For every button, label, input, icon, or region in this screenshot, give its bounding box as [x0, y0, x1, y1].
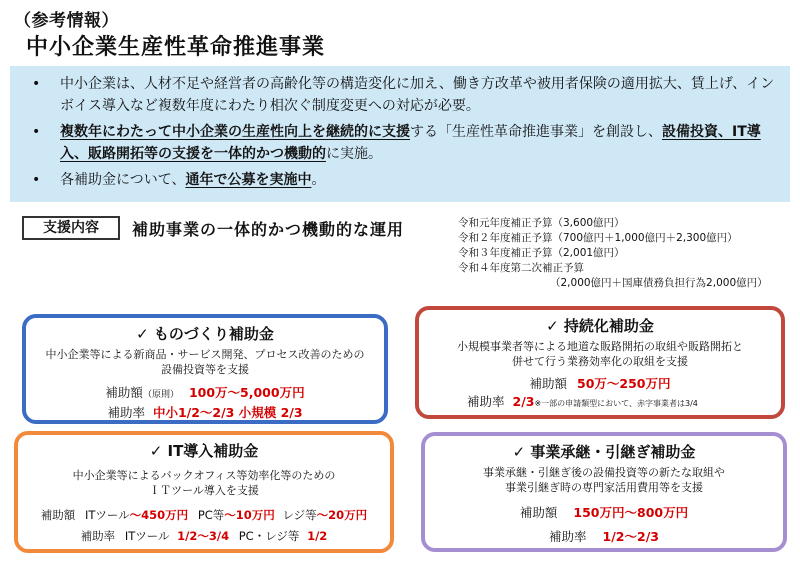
rate-value: 1/2～2/3 — [602, 529, 659, 544]
check-icon: ✓ — [512, 443, 531, 461]
rate-value: 2/3 — [512, 394, 535, 409]
bullet-icon: • — [32, 76, 41, 92]
info-text-3-end: 。 — [311, 172, 326, 188]
card-desc-line: 小規模事業者等による地道な販路開拓の取組や販路開拓と — [457, 340, 743, 353]
card-desc-line: ＩＴツール導入を支援 — [149, 484, 259, 497]
amount-row — [26, 384, 384, 404]
card-title — [18, 440, 390, 461]
card-desc-line: 中小企業等によるバックオフィス等効率化等のための — [72, 469, 336, 482]
rate-it-label: ITツール — [124, 529, 170, 543]
budget-line: 令和２年度補正予算（700億円＋1,000億円＋2,300億円） — [458, 232, 738, 244]
rate-row — [26, 404, 384, 422]
card-monozukuri — [22, 314, 388, 424]
amount-it-value: ～450万円 — [129, 508, 189, 522]
amount-label: 補助額 — [529, 376, 568, 391]
rate-label: 補助率 — [549, 529, 587, 544]
info-text-2 — [60, 121, 776, 165]
card-title-text: IT導入補助金 — [167, 442, 259, 460]
budget-line: 令和３年度補正予算（2,001億円） — [458, 247, 625, 259]
info-text-2-end: に実施。 — [326, 146, 382, 162]
card-title — [26, 323, 384, 344]
card-desc-line: 中小企業等による新商品・サービス開発、プロセス改善のための — [45, 348, 365, 361]
card-desc — [425, 465, 783, 495]
amount-row — [419, 375, 781, 393]
card-jigyo-shokei — [421, 432, 787, 552]
card-title-text: 事業承継・引継ぎ補助金 — [530, 443, 696, 461]
page-title: 中小企業生産性革命推進事業 — [26, 35, 326, 60]
card-jizokuka — [415, 306, 785, 419]
card-title-text: ものづくり補助金 — [153, 325, 274, 343]
budget-list — [458, 216, 768, 291]
info-emphasis-1: 複数年にわたって中小企業の生産性向上を継続的に支援 — [60, 124, 410, 140]
amount-label: 補助額 — [105, 385, 143, 400]
card-title — [425, 441, 783, 462]
budget-line: 令和４年度第二次補正予算 — [458, 262, 584, 274]
amount-value: 50万～250万円 — [577, 376, 671, 391]
info-item-3 — [32, 169, 776, 191]
card-it-donyu — [14, 431, 394, 553]
amount-value: 100万～5,000万円 — [188, 385, 305, 400]
amount-pc-value: ～10万円 — [224, 508, 275, 522]
amount-row — [425, 504, 783, 522]
amount-reji-label: レジ等 — [282, 508, 317, 522]
rate-pc-label: PC・レジ等 — [238, 529, 300, 543]
rate-label: 補助率 — [107, 405, 145, 420]
card-desc-line: 設備投資等を支援 — [161, 363, 249, 376]
amount-reji-value: ～20万円 — [316, 508, 368, 522]
budget-line: （2,000億円＋国庫債務負担行為2,000億円） — [550, 277, 768, 289]
info-emphasis-2: 設備投資、IT導入、販路開拓等の支援を一体的かつ機動的 — [60, 124, 761, 162]
check-icon: ✓ — [136, 325, 154, 343]
card-desc-line: 事業承継・引継ぎ後の設備投資等の新たな取組や — [483, 466, 725, 479]
amount-value: 150万円～800万円 — [573, 505, 689, 520]
card-desc-line: 併せて行う業務効率化の取組を支援 — [512, 355, 688, 368]
info-text-2-mid: する「生産性革命推進事業」を創設し、 — [410, 124, 662, 140]
card-desc — [18, 468, 390, 498]
card-desc-line: 事業引継ぎ時の専門家活用費用等を支援 — [505, 481, 703, 494]
rate-value: 中小1/2～2/3 小規模 2/3 — [152, 405, 303, 420]
bullet-icon: • — [32, 172, 41, 188]
rate-it-value: 1/2～3/4 — [177, 529, 230, 543]
info-item-2 — [32, 121, 776, 165]
rate-row — [425, 528, 783, 546]
section-label: （参考情報） — [14, 11, 119, 31]
info-item-1 — [32, 73, 776, 117]
amount-note: （原則） — [142, 390, 179, 400]
rate-note: ※一部の申請類型において、赤字事業者は3/4 — [534, 399, 698, 408]
amount-pc-label: PC等 — [197, 508, 225, 522]
amount-label: 補助額 — [40, 508, 76, 522]
card-title — [419, 315, 781, 336]
info-box — [10, 66, 790, 202]
rate-row — [18, 527, 390, 545]
rate-pc-value: 1/2 — [307, 529, 328, 543]
card-title-text: 持続化補助金 — [563, 317, 654, 335]
amount-it-label: ITツール — [84, 508, 130, 522]
check-icon: ✓ — [149, 442, 168, 460]
info-emphasis-3: 通年で公募を実施中 — [185, 172, 312, 188]
rate-label: 補助率 — [80, 529, 116, 543]
amount-label: 補助額 — [519, 505, 558, 520]
card-desc — [26, 347, 384, 377]
check-icon: ✓ — [546, 317, 564, 335]
info-text-3 — [60, 169, 776, 191]
info-text-3-pre: 各補助金について、 — [60, 172, 186, 188]
support-title: 補助事業の一体的かつ機動的な運用 — [132, 220, 405, 239]
support-tag: 支援内容 — [22, 216, 120, 240]
bullet-icon: • — [32, 124, 41, 140]
rate-row — [419, 393, 781, 413]
info-text-1: 中小企業は、人材不足や経営者の高齢化等の構造変化に加え、働き方改革や被用者保険の適用拡大、賃上げ、インボイス導入など複数年度にわたり相次ぐ制度変更への対応が必要。 — [60, 76, 775, 114]
amount-row — [18, 506, 390, 524]
rate-label: 補助率 — [467, 394, 505, 409]
budget-line: 令和元年度補正予算（3,600億円） — [458, 217, 625, 229]
card-desc — [419, 339, 781, 369]
